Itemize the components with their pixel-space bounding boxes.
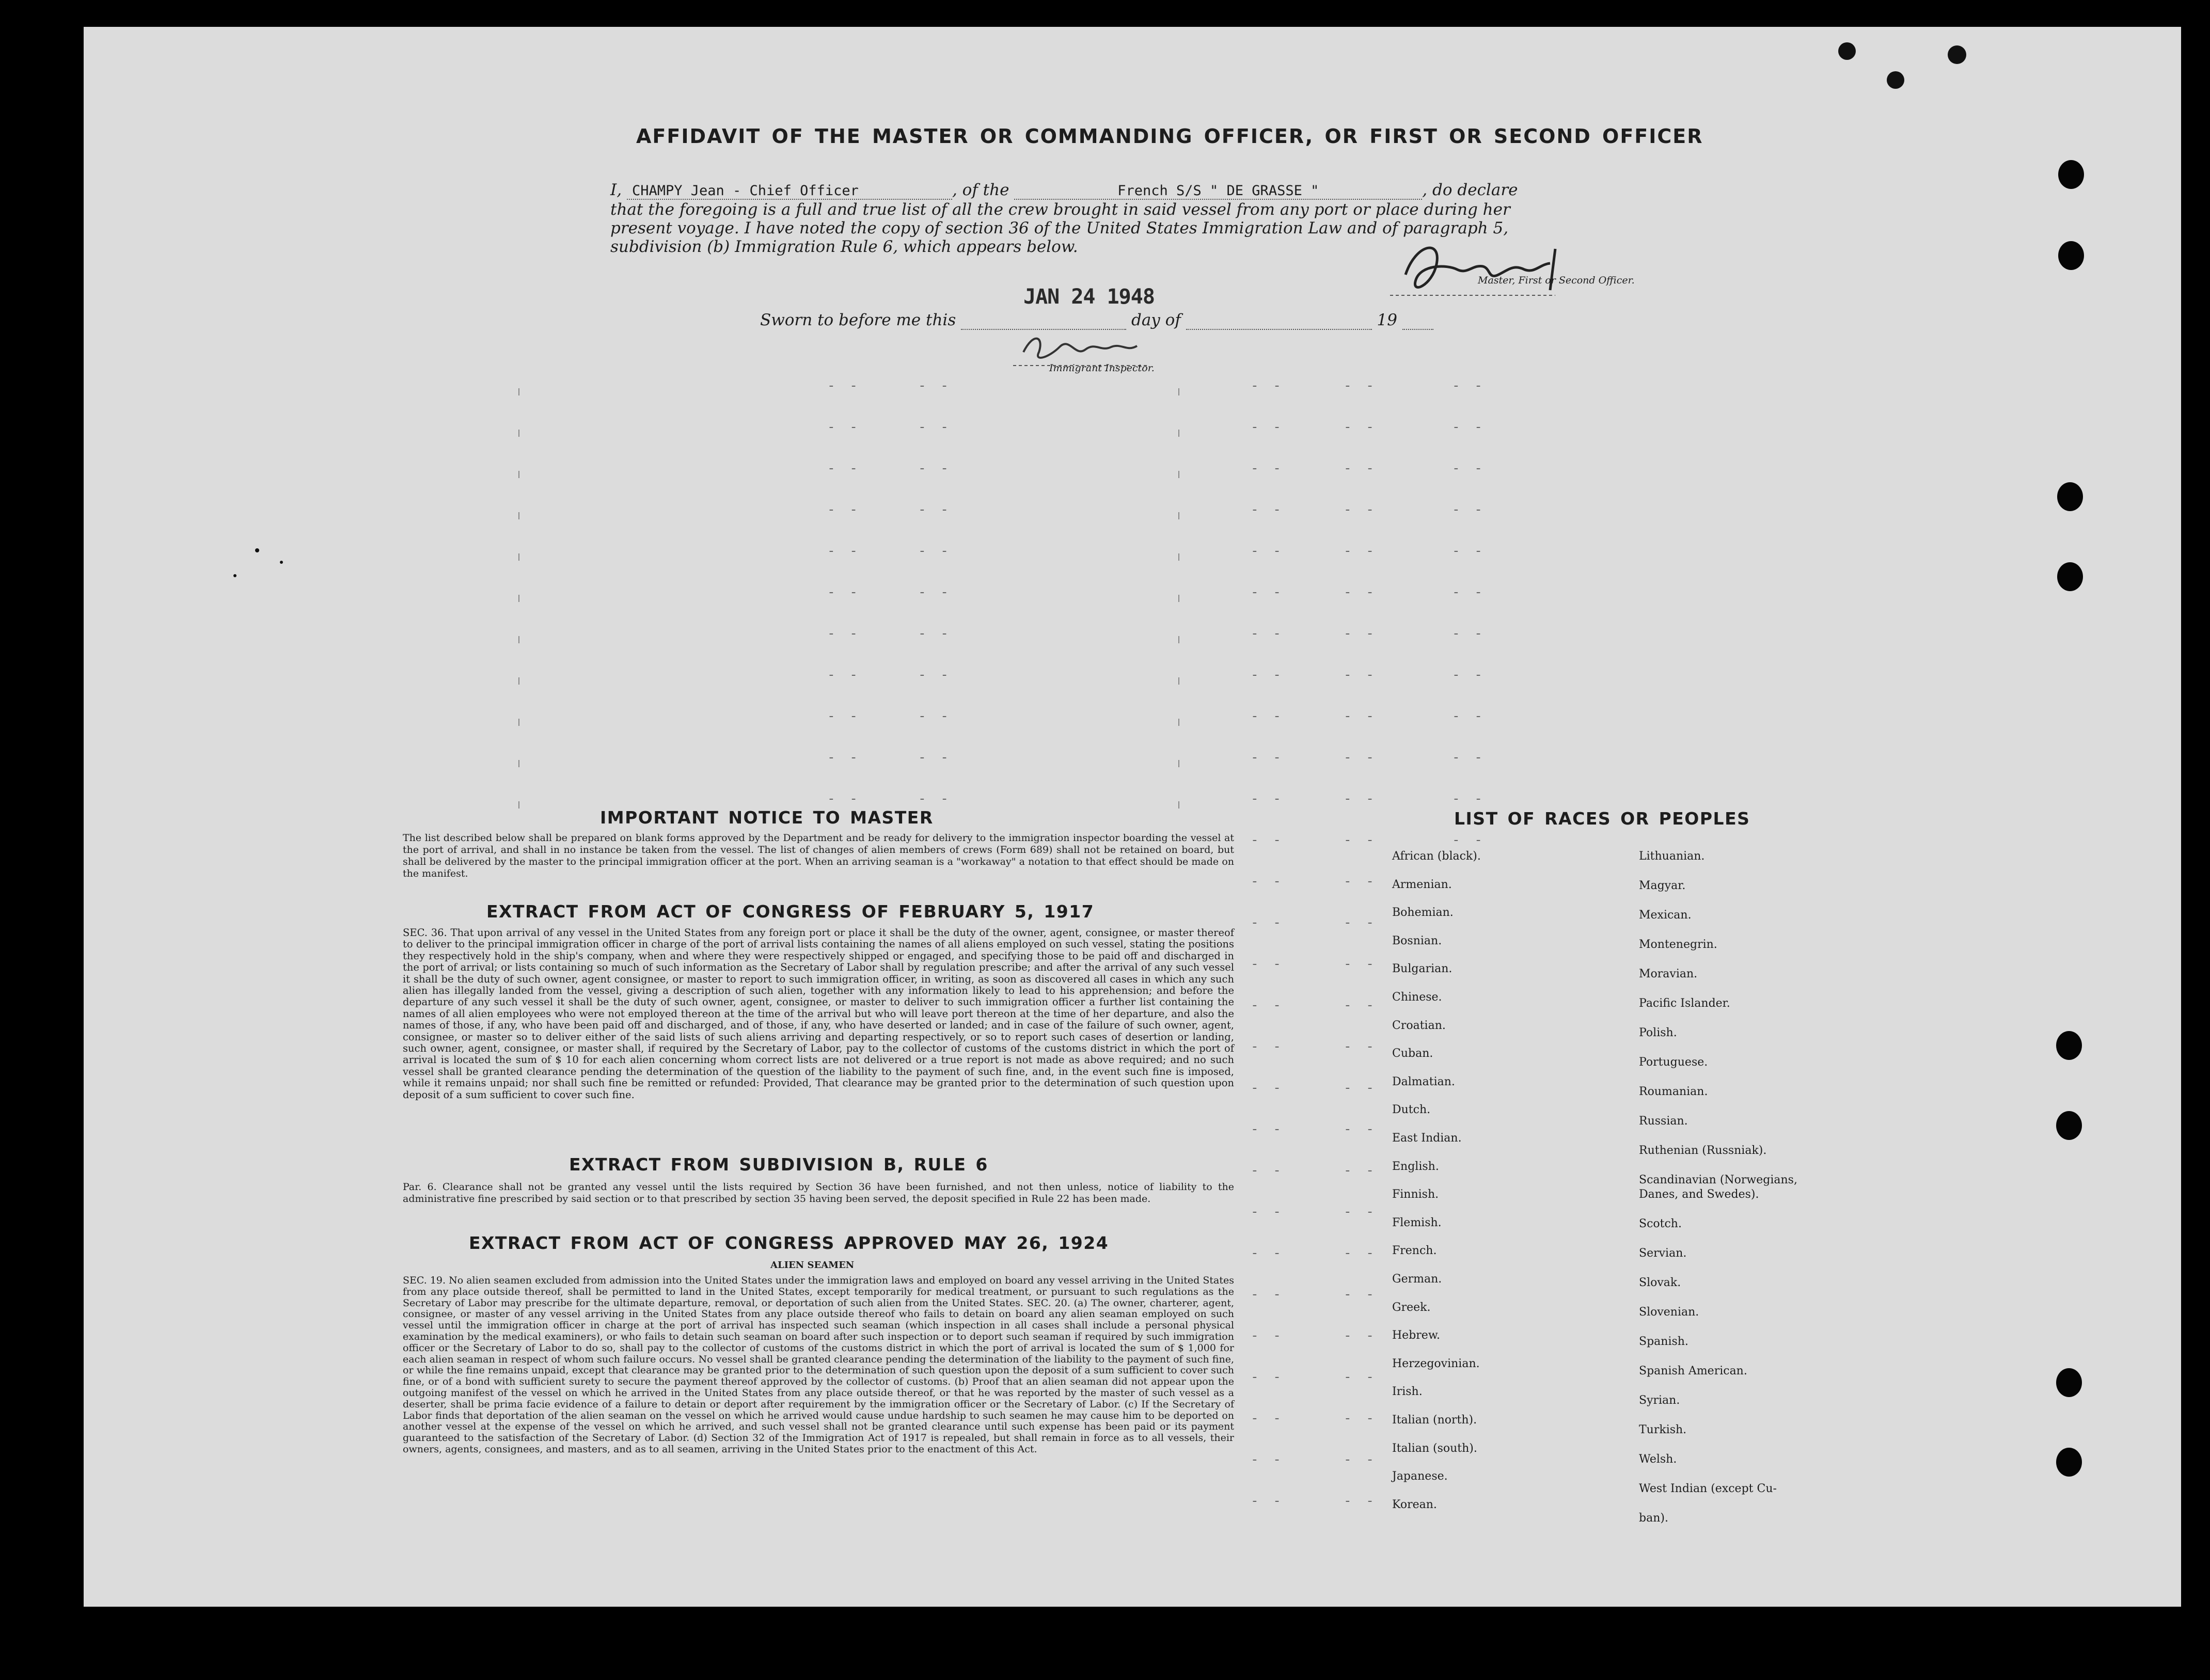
text: Sworn to before me this — [760, 311, 956, 329]
rule-6-text: Par. 6. Clearance shall not be granted any vessel until the lists required by Section 36 have been furnished, and not then unless, notice of liability to the administrative fine prescribed by said section or to that prescribed by section 35 having been served, the deposit specified in Rule 22 has been made. — [403, 1181, 1234, 1204]
extract-1917-text: SEC. 36. That upon arrival of any vessel in the United States from any foreign port or place it shall be the duty of the owner, agent, consignee, or master thereof to deliver to the principal immigration officer in charge of the port of arrival lists containing the names of all aliens employed on such vessel, stating the positions they respectively hold in the ship's company, when and where they were respectively shipped or engaged, and specifying those to be paid off and discharged in the port of arrival; or lists containing so much of such information as the Secretary of Labor shall by regulation prescribe; and after the arrival of any such vessel it shall be the duty of such owner, agent consignee, or master to report to such immigration officer, in writing, as soon as discovered all cases in which any such alien has illegally landed from the vessel, giving a description of such alien, together with any information likely to lead to his apprehension; and before the departure of any such vessel it shall be the duty of such owner, agent, consignee, or master to deliver to such immigration officer a further list containing the names of all alien employees who were not employed thereon at the time of the arrival but who will leave port thereon at the time of her departure, and also the names of those, if any, who have been paid off and discharged, and of those, if any, who have deserted or landed; and in case of the failure of such owner, agent, consignee, or master so to deliver either of the said lists of such aliens arriving and departing respectively, or so to report such cases of desertion or landing, such owner, agent, consignee, or master shall, if required by the Secretary of Labor, pay to the collector of customs of the customs district in which the port of arrival is located the sum of $ 10 for each alien concerning whom correct lists are not delivered or a true report is not made as above required; and no such vessel shall be granted clearance pending the determination of the question of the liability to the payment of such fine, and, in the event such fine is imposed, while it remains unpaid; nor shall such fine be remitted or refunded: Provided, That clearance may be granted prior to the determination of such question upon deposit of a sum sufficient to cover such fine. — [403, 927, 1234, 1101]
notice-title: IMPORTANT NOTICE TO MASTER — [600, 807, 934, 828]
punch-hole — [2057, 482, 2083, 511]
race-entry: Russian. — [1639, 1115, 1688, 1128]
notice-text: The list described below shall be prepared on blank forms approved by the Department and be ready for delivery to the immigration inspector boarding the vessel at the port of arrival, and shall in no instance be taken from the vessel. The list of changes of alien members of crews (Form 689) shall not be retained on board, but shall be delivered by the master to the principal immigration officer at the port. When an arriving seaman is a "workaway" a notation to that effect should be made on the manifest. — [403, 832, 1234, 879]
text: day of — [1131, 311, 1181, 329]
race-entry: Dutch. — [1392, 1103, 1431, 1117]
specks — [233, 574, 236, 577]
race-entry: Armenian. — [1392, 878, 1452, 891]
race-entry: Korean. — [1392, 1498, 1437, 1511]
inspector-caption: Immigrant Inspector. — [1049, 362, 1155, 374]
race-entry: Dalmatian. — [1392, 1075, 1455, 1088]
punch-hole — [2056, 1031, 2082, 1060]
text: I, — [610, 181, 622, 199]
specks — [255, 548, 259, 552]
race-entry: Japanese. — [1392, 1470, 1448, 1483]
extract-1924-text: SEC. 19. No alien seamen excluded from admission into the United States under the immigration laws and employed on board any vessel arriving in the United States from any place outside thereof, shall be permitted to land in the United States, except temporarily for medical treatment, or pursuant to such regulations as the Secretary of Labor may prescribe for the ultimate departure, removal, or deportation of such alien from the United States. SEC. 20. (a) The owner, charterer, agent, consignee, or master of any vessel arriving in the United States from any place outside thereof who fails to detain on board any alien seaman employed on such vessel until the immigration officer in charge at the port of arrival has inspected such seaman (which inspection in all cases shall include a personal physical examination by the medical examiners), or who fails to detain such seaman on board after such inspection or to deport such seaman if required by such immigration officer or the Secretary of Labor to do so, shall pay to the collector of customs of the customs district in which the port of arrival is located the sum of $ 1,000 for each alien seaman in respect of whom such failure occurs. No vessel shall be granted clearance pending the determination of the liability to the payment of such fine, or while the fine remains unpaid, except that clearance may be granted prior to the determination of such question upon the deposit of a sum sufficient to cover such fine, or of a bond with sufficient surety to secure the payment thereof approved by the collector of customs. (b) Proof that an alien seaman did not appear upon the outgoing manifest of the vessel on which he arrived in the United States from any place outside thereof, or that he was reported by the master of such vessel as a deserter, shall be prima facie evidence of a failure to detain or deport after requirement by the immigration officer or the Secretary of Labor. (c) If the Secretary of Labor finds that deportation of the alien seaman on the vessel on which he arrived would cause undue hardship to such seamen he may cause him to be deported on another vessel at the expense of the vessel on which he arrived, and such vessel shall not be granted clearance until such expense has been paid or its payment guaranteed to the satisfaction of the Secretary of Labor. (d) Section 32 of the Immigration Act of 1917 is repealed, but shall remain in force as to all vessels, their owners, agents, consignees, and masters, and as to all seamen, arriving in the United States prior to the enactment of this Act. — [403, 1275, 1234, 1455]
race-entry: Welsh. — [1639, 1453, 1677, 1466]
race-entry: Servian. — [1639, 1247, 1687, 1260]
rule-6-title: EXTRACT FROM SUBDIVISION B, RULE 6 — [569, 1154, 988, 1175]
race-entry: Danes, and Swedes). — [1639, 1188, 1759, 1201]
race-entry: Irish. — [1392, 1385, 1423, 1399]
officer-signature — [1385, 233, 1591, 311]
specks — [1948, 45, 1966, 64]
race-entry: Spanish American. — [1639, 1365, 1747, 1377]
year-field[interactable] — [1402, 313, 1433, 330]
text: , of the — [952, 181, 1009, 199]
punch-hole — [2057, 562, 2083, 591]
race-entry: Spanish. — [1639, 1335, 1688, 1348]
punch-hole — [2056, 1448, 2082, 1477]
text: 19 — [1377, 311, 1397, 329]
race-entry: Syrian. — [1639, 1394, 1680, 1407]
race-entry: East Indian. — [1392, 1132, 1462, 1145]
race-entry: Scotch. — [1639, 1217, 1682, 1230]
race-entry: Turkish. — [1639, 1423, 1687, 1436]
race-entry: Scandinavian (Norwegians, — [1639, 1174, 1797, 1186]
race-entry: German. — [1392, 1273, 1442, 1286]
race-entry: Pacific Islander. — [1639, 997, 1730, 1010]
race-entry: English. — [1392, 1160, 1439, 1173]
race-entry: Chinese. — [1392, 991, 1442, 1004]
race-entry: Finnish. — [1392, 1188, 1439, 1201]
affidavit-line-3: present voyage. I have noted the copy of section 36 of the United States Immigration Law and of paragraph 5, — [610, 219, 1509, 237]
officer-caption: Master, First or Second Officer. — [1478, 275, 1635, 286]
specks — [1838, 42, 1856, 60]
race-entry: Hebrew. — [1392, 1329, 1441, 1342]
document-page: AFFIDAVIT OF THE MASTER OR COMMANDING OFFICER, OR FIRST OR SECOND OFFICER I, CHAMPY Jean - Chief Officer , of the French S/S " DE GRASSE " , do declare that the foregoing is a full and true list of all the crew brought in said vessel from any port or place during her present voyage. I have noted the copy of section 36 of the United States Immigration Law and of paragraph 5, subdivision (b) Immigration Rule 6, which appears below. Master, First or Second Officer. Sworn to before me this day of 19 JAN 24 1948 Immigrant Inspector. - - - - - - - - - - - - - - - - - - - - - - - - - - - - - - - - - - - - - - - - - - - - - - - - - - - - - - - - - - - - - - - - - - - - - - - - - - - - - - - - - - - - - - - - - - - - - - - - - - - - - - - - - - - - - - - - - - - - - - - - - - - - - - - - - - - - - - - - - - - - - - - - - - - - - - - - - - - - - - - - - - - - - - - - - - - - - - - - - - - - IMPORTANT NOTICE TO MASTER The list described below shall be prepared on blank forms approved by the Department and be ready for delivery to the immigration inspector boarding the vessel at the port of arrival, and shall in no instance be taken from the vessel. The list of changes of alien members of crews (Form 689) shall not be retained on board, but shall be delivered by the master to the principal immigration officer at the port. When an arriving seaman is a "workaway" a notation to that effect should be made on the manifest. EXTRACT FROM ACT OF CONGRESS OF FEBRUARY 5, 1917 SEC. 36. That upon arrival of any vessel in the United States from any foreign port or place it shall be the duty of the owner, agent, consignee, or master thereof to deliver to the principal immigration officer in charge of the port of arrival lists containing the names of all aliens employed on such vessel, stating the positions they respectively hold in the ship's company, when and where they were respectively shipped or engaged, and specifying those to be paid off and discharged in the port of arrival; or lists containing so much of such information as the Secretary of Labor shall by regulation prescribe; and after the arrival of any such vessel it shall be the duty of such owner, agent consignee, or master to report to such immigration officer, in writing, as soon as discovered all cases in which any such alien has illegally landed from the vessel, giving a description of such alien, together with any information likely to lead to his apprehension; and before the departure of any such vessel it shall be the duty of such owner, agent, consignee, or master to deliver to such immigration officer a further list containing the names of all alien employees who were not employed thereon at the time of the arrival but who will leave port thereon at the time of her departure, and also the names of those, if any, who have been paid off and discharged, and of those, if any, who have deserted or landed; and in case of the failure of such owner, agent, consignee, or master so to deliver either of the said lists of such aliens arriving and departing respectively, or so to report such cases of desertion or landing, such owner, agent, consignee, or master shall, if required by the Secretary of Labor, pay to the collector of customs of the customs district in which the port of arrival is located the sum of $ 10 for each alien concerning whom correct lists are not delivered or a true report is not made as above required; and no such vessel shall be granted clearance pending the determination of the question of the liability to the payment of such fine, and, in the event such fine is imposed, while it remains unpaid; nor shall such fine be remitted or refunded: Provided, That clearance may be granted prior to the determination of such question upon deposit of a sum sufficient to cover such fine. EXTRACT FROM SUBDIVISION B, RULE 6 Par. 6. Clearance shall not be granted any vessel until the lists required by Section 36 have been furnished, and not then unless, notice of liability to the administrative fine prescribed by said section or to that prescribed by section 35 having been served, the deposit specified in Rule 22 has been made. EXTRACT FROM ACT OF CONGRESS APPROVED MAY 26, 1924 ALIEN SEAMEN SEC. 19. No alien seamen excluded from admission into the United States under the immigration laws and employed on board any vessel arriving in the United States from any place outside thereof, shall be permitted to land in the United States, except temporarily for medical treatment, or pursuant to such regulations as the Secretary of Labor may prescribe for the ultimate departure, removal, or deportation of such alien from the United States. SEC. 20. (a) The owner, charterer, agent, consignee, or master of any vessel arriving in the United States from any place outside thereof who fails to detain on board any alien seaman employed on such vessel until the immigration officer in charge at the port of arrival has inspected such seaman (which inspection in all cases shall include a personal physical examination by the medical examiners), or who fails to detain such seaman on board after such inspection or to deport such seaman if required by such immigration officer or the Secretary of Labor to do so, shall pay to the collector of customs of the customs district in which the port of arrival is located the sum of $ 1,000 for each alien seaman in respect of whom such failure occurs. No vessel shall be granted clearance pending the determination of the liability to the payment of such fine, or while the fine remains unpaid, except that clearance may be granted prior to the determination of such question upon the deposit of a sum sufficient to cover such fine, or of a bond with sufficient surety to secure the payment thereof approved by the collector of customs. (b) Proof that an alien seaman did not appear upon the outgoing manifest of the vessel on which he arrived in the United States from any place outside thereof, or that he was reported by the master of such vessel as a deserter, shall be prima facie evidence of a failure to detain or deport after requirement by the immigration officer or the Secretary of Labor. (c) If the Secretary of Labor finds that deportation of the alien seaman on the vessel on which he arrived would cause undue hardship to such seamen he may cause him to be deported on another vessel at the expense of the vessel on which he arrived, and such vessel shall not be granted clearance until such expense has been paid or its payment guaranteed to the satisfaction of the Secretary of Labor. (d) Section 32 of the Immigration Act of 1917 is repealed, but shall remain in force as to all vessels, their owners, agents, consignees, and masters, and as to all seamen, arriving in the United States prior to the enactment of this Act. LIST OF RACES OR PEOPLES African (black). Armenian. Bohemian. Bosnian. Bulgarian. Chinese. Croatian. Cuban. Dalmatian. Dutch. East Indian. English. Finnish. Flemish. French. German. Greek. Hebrew. Herzegovinian. Irish. Italian (north). Italian (south). Japanese. Korean. Lithuanian. Magyar. Mexican. Montenegrin. Moravian. Pacific Islander. Polish. Portuguese. Roumanian. Russian. Ruthenian (Russniak). Scandinavian (Norwegians, Danes, and Swedes). Scotch. Servian. Slovak. Slovenian. Spanish. Spanish American. Syrian. Turkish. Welsh. West Indian (except Cu- ban). — [84, 27, 2181, 1607]
race-entry: Flemish. — [1392, 1216, 1442, 1229]
race-entry: Bohemian. — [1392, 906, 1454, 920]
race-entry: Greek. — [1392, 1301, 1431, 1314]
race-entry: Bulgarian. — [1392, 962, 1453, 976]
race-entry: Polish. — [1639, 1026, 1677, 1039]
race-entry: Ruthenian (Russniak). — [1639, 1144, 1767, 1157]
extract-1924-subtitle: ALIEN SEAMEN — [770, 1260, 855, 1271]
punch-hole — [2056, 1368, 2082, 1397]
race-entry: Portuguese. — [1639, 1056, 1708, 1069]
punch-hole — [2058, 241, 2084, 270]
extract-1924-title: EXTRACT FROM ACT OF CONGRESS APPROVED MAY 26, 1924 — [469, 1233, 1109, 1253]
race-entry: Magyar. — [1639, 879, 1686, 892]
specks — [1887, 71, 1904, 89]
race-entry: Slovenian. — [1639, 1306, 1699, 1319]
race-entry: Italian (south). — [1392, 1441, 1477, 1455]
race-entry: Italian (north). — [1392, 1414, 1477, 1427]
race-entry: Montenegrin. — [1639, 938, 1717, 951]
vessel-name-field[interactable]: French S/S " DE GRASSE " — [1014, 183, 1422, 200]
officer-name-field[interactable]: CHAMPY Jean - Chief Officer — [627, 183, 952, 200]
race-entry: Bosnian. — [1392, 934, 1442, 947]
race-entry: Croatian. — [1392, 1019, 1446, 1032]
race-entry: West Indian (except Cu- — [1639, 1482, 1777, 1495]
punch-hole — [2056, 1111, 2082, 1140]
race-entry: Lithuanian. — [1639, 850, 1705, 863]
specks — [280, 561, 283, 564]
affidavit-line-2: that the foregoing is a full and true list of all the crew brought in said vessel from any port or place during her — [610, 200, 1510, 219]
race-entry: ban). — [1639, 1512, 1668, 1525]
text: , do declare — [1422, 181, 1518, 199]
affidavit-line-4: subdivision (b) Immigration Rule 6, which appears below. — [610, 237, 1078, 256]
races-title: LIST OF RACES OR PEOPLES — [1454, 809, 1750, 829]
race-entry: Roumanian. — [1639, 1085, 1708, 1098]
punch-hole — [2058, 160, 2084, 189]
race-entry: Slovak. — [1639, 1276, 1681, 1289]
extract-1917-title: EXTRACT FROM ACT OF CONGRESS OF FEBRUARY 5, 1917 — [486, 901, 1095, 922]
affidavit-line-1 — [610, 181, 1518, 200]
affidavit-title: AFFIDAVIT OF THE MASTER OR COMMANDING OFFICER, OR FIRST OR SECOND OFFICER — [636, 125, 1703, 148]
race-entry: French. — [1392, 1244, 1437, 1258]
race-entry: Mexican. — [1639, 909, 1692, 922]
race-entry: Herzegovinian. — [1392, 1357, 1480, 1370]
race-entry: Cuban. — [1392, 1047, 1433, 1060]
race-entry: African (black). — [1392, 850, 1481, 863]
date-stamp: JAN 24 1948 — [1023, 285, 1155, 309]
month-field[interactable] — [1186, 313, 1372, 330]
race-entry: Moravian. — [1639, 968, 1698, 980]
